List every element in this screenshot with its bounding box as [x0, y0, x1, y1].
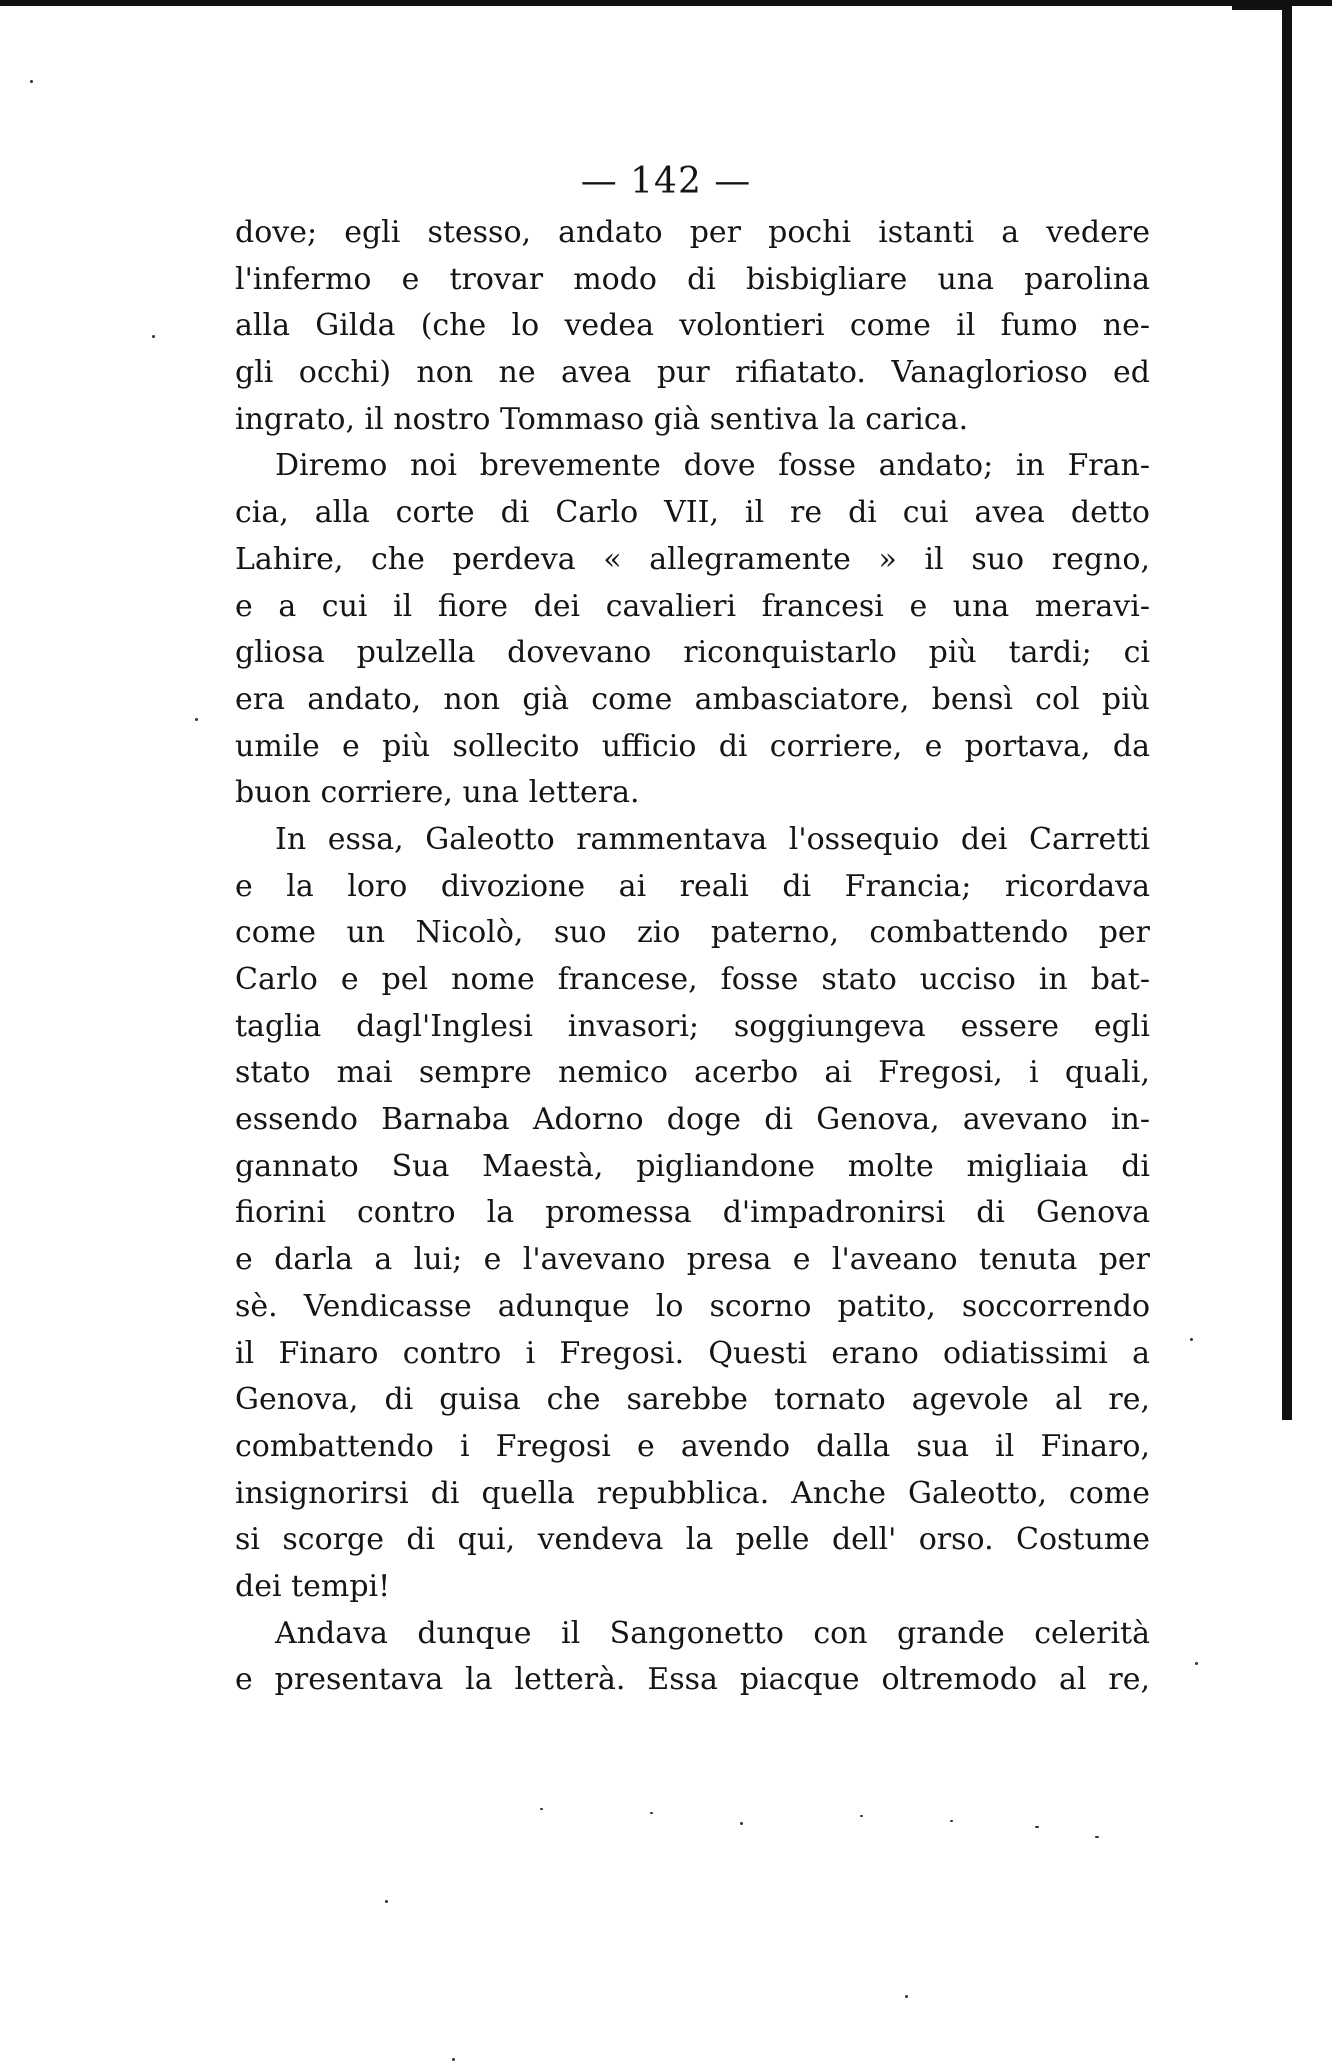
scan-speck: [650, 1812, 653, 1814]
page-number: — 142 —: [580, 161, 752, 202]
text-line: stato mai sempre nemico acerbo ai Fregosi, i quali,: [235, 1055, 1150, 1091]
text-line: Andava dunque il Sangonetto con grande celerità: [275, 1615, 1150, 1651]
top-border-rule: [0, 0, 1332, 6]
scan-speck: [1035, 1826, 1039, 1828]
text-line: gannato Sua Maestà, pigliandone molte migliaia di: [235, 1148, 1150, 1184]
right-margin-rule: [1282, 0, 1292, 1420]
scan-speck: [1195, 1662, 1198, 1665]
scan-speck: [740, 1822, 743, 1825]
text-line: Carlo e pel nome francese, fosse stato ucciso in bat-: [235, 962, 1150, 997]
scan-speck: [950, 1820, 953, 1822]
scan-speck: [1190, 1338, 1193, 1341]
text-line: Genova, di guisa che sarebbe tornato agevole al re,: [235, 1382, 1150, 1418]
text-line: cia, alla corte di Carlo VII, il re di cui avea detto: [235, 495, 1150, 531]
text-line: combattendo i Fregosi e avendo dalla sua il Finaro,: [235, 1428, 1150, 1464]
text-line: il Finaro contro i Fregosi. Questi erano odiatissimi a: [235, 1335, 1150, 1371]
scan-speck: [152, 335, 155, 338]
scan-speck: [452, 2058, 455, 2061]
text-line: era andato, non già come ambasciatore, bensì col più: [235, 681, 1150, 717]
text-line: Diremo noi brevemente dove fosse andato; in Fran-: [275, 448, 1150, 484]
scan-speck: [30, 80, 33, 83]
text-line: si scorge di qui, vendeva la pelle dell' orso. Costume: [235, 1522, 1150, 1558]
text-line: Lahire, che perdeva « allegramente » il suo regno,: [235, 541, 1150, 577]
text-line: fiorini contro la promessa d'impadronirsi di Genova: [235, 1195, 1150, 1231]
text-line: dove; egli stesso, andato per pochi istanti a vedere: [235, 215, 1150, 250]
text-line: sè. Vendicasse adunque lo scorno patito, soccorrendo: [235, 1288, 1150, 1324]
scan-speck: [1095, 1836, 1099, 1838]
text-line: l'infermo e trovar modo di bisbigliare una parolina: [235, 261, 1150, 297]
scan-speck: [540, 1808, 543, 1810]
scan-speck: [195, 718, 198, 721]
scan-speck: [860, 1815, 863, 1817]
text-line: gli occhi) non ne avea pur rifiatato. Vanaglorioso ed: [235, 355, 1150, 391]
text-line: gliosa pulzella dovevano riconquistarlo più tardi; ci: [235, 635, 1150, 671]
scan-speck: [905, 1995, 908, 1998]
text-line: umile e più sollecito ufficio di corriere, e portava, da: [235, 728, 1150, 764]
text-line: ingrato, il nostro Tommaso già sentiva la carica.: [235, 401, 969, 437]
scan-speck: [385, 1900, 388, 1903]
right-margin-rule-cap: [1232, 6, 1292, 10]
text-line: e a cui il fiore dei cavalieri francesi e una meravi-: [235, 588, 1150, 624]
page-body-text: [235, 210, 1150, 1704]
text-line: e darla a lui; e l'avevano presa e l'aveano tenuta per: [235, 1242, 1150, 1278]
text-line: come un Nicolò, suo zio paterno, combattendo per: [235, 915, 1150, 951]
text-line: essendo Barnaba Adorno doge di Genova, avevano in-: [235, 1102, 1150, 1138]
text-line: e presentava la letterà. Essa piacque oltremodo al re,: [235, 1662, 1150, 1698]
text-line: In essa, Galeotto rammentava l'ossequio dei Carretti: [275, 821, 1150, 857]
text-line: taglia dagl'Inglesi invasori; soggiungeva essere egli: [235, 1008, 1150, 1044]
text-line: e la loro divozione ai reali di Francia; ricordava: [235, 868, 1150, 904]
text-line: dei tempi!: [235, 1568, 391, 1604]
text-line: insignorirsi di quella repubblica. Anche Galeotto, come: [235, 1475, 1150, 1511]
text-line: alla Gilda (che lo vedea volontieri come il fumo ne-: [235, 308, 1150, 344]
text-line: buon corriere, una lettera.: [235, 775, 640, 811]
